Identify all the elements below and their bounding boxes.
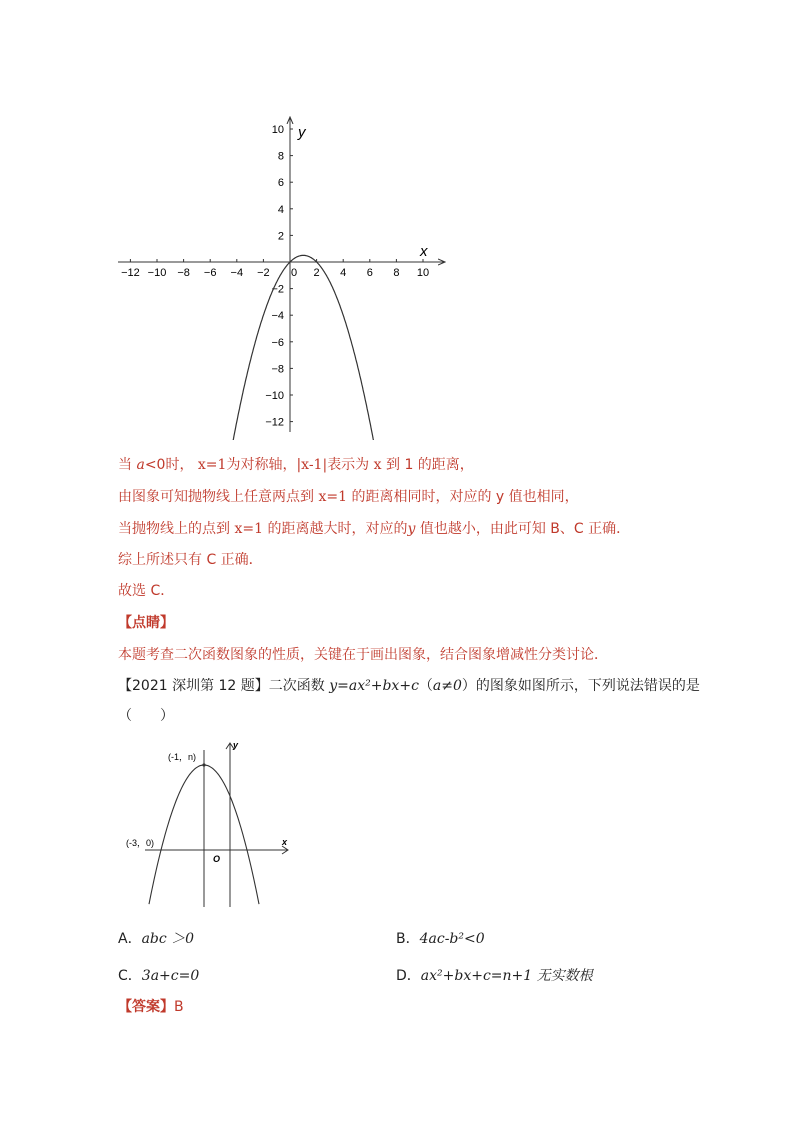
option-a[interactable]: A．abc ＞0: [118, 931, 195, 947]
comment-heading: 【点睛】: [118, 615, 174, 631]
solution-line-5: 故选 C．: [118, 583, 175, 599]
parabola-curve: [230, 255, 374, 440]
solution-line-1: 当 a<0时， x=1为对称轴，|x-1|表示为 x 到 1 的距离，: [118, 457, 474, 473]
solution-line-2: 由图象可知抛物线上任意两点到 x=1 的距离相同时，对应的 y 值也相同，: [118, 489, 579, 505]
x-tick-label: 10: [416, 267, 430, 279]
vertex-point: [202, 763, 205, 766]
vertex-label: (-1，n): [168, 752, 197, 762]
x-tick-label: −2: [257, 267, 270, 279]
question-paren: （ ）: [118, 708, 174, 724]
x-tick-label: −10: [147, 267, 167, 279]
y-tick-label: 4: [277, 203, 284, 216]
option-c[interactable]: C．3a+c=0: [118, 968, 200, 984]
origin-label: O: [213, 854, 221, 864]
x-axis-label: x: [282, 837, 288, 847]
y-tick-label: −8: [271, 363, 284, 376]
y-axis-label: y: [298, 124, 306, 141]
x-tick-label: 6: [366, 267, 373, 279]
y-tick-label: 6: [277, 177, 284, 190]
y-tick-label: −10: [265, 390, 284, 402]
solution-line-3: 当抛物线上的点到 x=1 的距离越大时，对应的y 值也越小，由此可知 B、C 正确．: [118, 521, 631, 537]
y-tick-label: −4: [271, 310, 284, 323]
y-tick-label: −12: [265, 416, 284, 429]
x-tick-label: 8: [393, 267, 400, 279]
x-tick-label: −8: [177, 267, 190, 279]
y-tick-label: −6: [271, 336, 284, 349]
x-tick-label: 4: [340, 267, 347, 279]
comment-body: 本题考查二次函数图象的性质，关键在于画出图象，结合图象增减性分类讨论．: [118, 647, 608, 663]
x-tick-label: 0: [290, 267, 298, 279]
root-label: (-3，0): [126, 838, 155, 848]
y-tick-label: −2: [271, 283, 284, 296]
parabola-graph-1: [110, 110, 455, 440]
y-tick-label: 10: [271, 124, 284, 136]
solution-line-4: 综上所述只有 C 正确．: [118, 552, 263, 568]
y-axis-label: y: [233, 740, 239, 750]
x-tick-label: −4: [230, 267, 244, 279]
parabola-graph-2: [120, 735, 300, 915]
x-axis-label: x: [420, 243, 428, 260]
question-stem: 【2021 深圳第 12 题】二次函数 y=ax²+bx+c（a≠0）的图象如图所示，下列说法错误的是: [118, 678, 700, 694]
answer-line: 【答案】B: [118, 999, 184, 1015]
x-tick-label: 2: [313, 267, 320, 279]
option-d[interactable]: D．ax²+bx+c=n+1 无实数根: [396, 968, 593, 984]
y-tick-label: 2: [277, 230, 284, 243]
y-tick-label: 8: [277, 150, 284, 163]
x-tick-label: −6: [203, 267, 217, 279]
option-b[interactable]: B．4ac-b²<0: [396, 931, 485, 947]
x-tick-label: −12: [121, 267, 140, 279]
